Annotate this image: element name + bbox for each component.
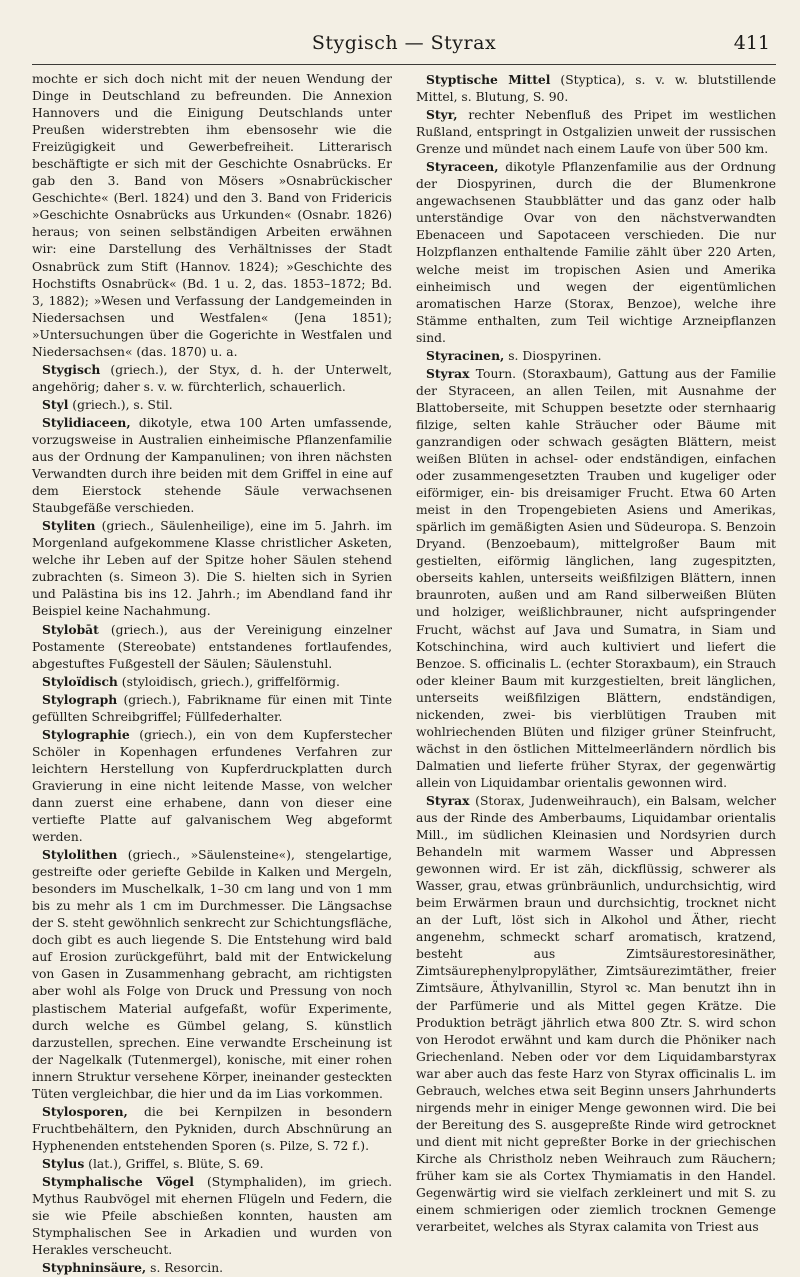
dictionary-entry <box>32 1103 392 1155</box>
dictionary-entry <box>416 158 776 347</box>
page-number: 411 <box>733 32 770 54</box>
dictionary-entry <box>416 792 776 1236</box>
dictionary-entry <box>416 365 776 792</box>
entry-text: (griech.), s. Stil. <box>68 397 173 412</box>
entry-headword: Styrax <box>426 792 470 808</box>
dictionary-entry <box>32 1259 392 1277</box>
page-header <box>32 30 776 65</box>
entry-headword: Stylosporen, <box>42 1103 128 1119</box>
dictionary-entry <box>416 347 776 365</box>
entry-headword: Styliten <box>42 518 96 534</box>
dictionary-entry <box>32 517 392 620</box>
entry-headword: Stymphalische Vögel <box>42 1174 194 1189</box>
right-column <box>416 71 776 1277</box>
entry-text: s. Diospyrinen. <box>504 348 602 363</box>
entry-headword: Stylographie <box>42 726 130 742</box>
dictionary-entry <box>32 414 392 517</box>
left-column <box>32 71 392 1277</box>
entry-headword: Styphninsäure, <box>42 1260 147 1276</box>
entry-text: (griech., Säulenheilige), eine im 5. Jahrh. im Morgenland aufgekommene Klasse christlicher Asketen, welche ihr Leben auf der Spitze hoher Säulen stehend zubrachten (s. Simeon 3). Die S. hielten sich in Syrien und Palästina bis ins 12. Jahrh.; im Abendland fand ihr Beispiel keine Nachahmung. <box>32 519 392 619</box>
dictionary-entry <box>32 361 392 396</box>
entry-text: mochte er sich doch nicht mit der neuen Wendung der Dinge in Deutschland zu befreunden. Die Annexion Hannovers und die Einigung Deutschlands unter Preußen widerstrebten ihm ebensosehr wie die Freizügigkeit und Gewerbefreiheit. Litterarisch beschäftigte er sich mit der Geschichte Osnabrücks. Er gab den 3. Band von Mösers »Osnabrückischer Geschichte« (Berl. 1824) und den 3. Band von Fridericis »Geschichte Osnabrücks aus Urkunden« (Osnabr. 1826) heraus; von seinen selbständigen Arbeiten erwähnen wir: eine Darstellung des Verhältnisses der Stadt Osnabrück zum Stift (Hannov. 1824); »Geschichte des Hochstifts Osnabrück« (Bd. 1 u. 2, das. 1853–1872; Bd. 3, 1882); »Wesen und Verfassung der Landgemeinden in Niedersachsen und Westfalen« (Jena 1851); »Untersuchungen über die Gogerichte in Westfalen und Niedersachsen« (das. 1870) u. a. <box>32 72 392 359</box>
entry-headword: Styraceen, <box>426 159 499 175</box>
dictionary-entry <box>32 1155 392 1173</box>
entry-text: (Styptica), s. v. w. blutstillende Mittel, s. Blutung, S. 90. <box>416 73 777 105</box>
entry-headword: Stygisch <box>42 361 101 377</box>
entry-headword: Styr, <box>426 107 458 123</box>
entry-text: (lat.), Griffel, s. Blüte, S. 69. <box>84 1156 264 1171</box>
entry-text: s. Resorcin. <box>146 1261 224 1276</box>
entry-text: (griech.), Fabrikname für einen mit Tinte gefüllten Schreibgriffel; Füllfederhalter. <box>32 692 392 724</box>
dictionary-entry <box>32 726 392 846</box>
entry-headword: Stylolithen <box>42 847 118 863</box>
dictionary-entry <box>32 396 392 414</box>
entry-text: (Storax, Judenweihrauch), ein Balsam, welcher aus der Rinde des Amberbaums, Liquidambar orientalis Mill., im südlichen Kleinasien und Nordsyrien durch Behandeln mit warmem Wasser und Abpressen gewonnen wird. Er ist zäh, dickflüssig, schwerer als Wasser, grau, etwas grünbräunlich, undurchsichtig, wird beim Erwärmen braun und durchsichtig, trocknet nicht an der Luft, löst sich in Alkohol und Äther, riecht angenehm, schmeckt scharf aromatisch, kratzend, besteht aus Zimtsäurestoresinäther, Zimtsäurephenylpropyläther, Zimtsäurezimtäther, freier Zimtsäure, Äthylvanillin, Styrol ꝛc. Man benutzt ihn in der Parfümerie und als Mittel gegen Krätze. Die Produktion beträgt jährlich etwa 800 Ztr. S. wird schon von Herodot erwähnt und kam durch die Phöniker nach Griechenland. Neben oder vor dem Liquidambarstyrax war aber auch das feste Harz von Styrax officinalis L. im Gebrauch, welches etwa seit Beginn unsers Jahrhunderts nirgends mehr in einiger Menge gewonnen wird. Die bei der Bereitung des S. ausgepreßte Rinde wird getrocknet und dient mit nicht gepreßter Borke in der griechischen Kirche als Christholz neben Weihrauch zum Räuchern; früher kam sie als Cortex Thymiamatis in den Handel. Gegenwärtig wird sie vielfach zerkleinert und mit S. zu einem schmierigen oder ziemlich trocknen Gemenge verarbeitet, welches als Styrax calamita von Triest aus <box>416 793 776 1235</box>
entry-headword: Styracinen, <box>426 347 505 363</box>
dictionary-entry <box>32 691 392 726</box>
entry-text: dikotyle, etwa 100 Arten umfassende, vorzugsweise in Australien einheimische Pflanzenfamilie aus der Ordnung der Kampanulinen; von ihren nächsten Verwandten durch ihre beiden mit dem Griffel in eine auf dem Eierstock stehende Säule verwachsenen Staubgefäße verschieden. <box>32 415 392 516</box>
entry-text: (griech.), der Styx, d. h. der Unterwelt, angehörig; daher s. v. w. fürchterlich, schauerlich. <box>32 362 392 394</box>
dictionary-entry <box>32 71 392 361</box>
running-title: Stygisch — Styrax <box>311 32 497 54</box>
entry-text: (styloidisch, griech.), griffelförmig. <box>117 674 340 689</box>
dictionary-entry <box>416 71 776 106</box>
dictionary-entry <box>32 846 392 1103</box>
entry-headword: Stylus <box>42 1155 85 1171</box>
entry-text: dikotyle Pflanzenfamilie aus der Ordnung der Diospyrinen, durch die der Blumenkrone angewachsenen Staubblätter und das ganz oder halb unterständige Ovar von den nächstverwandten Ebenaceen und Sapotaceen verschieden. Die nur Holzpflanzen enthaltende Familie zählt über 220 Arten, welche meist im tropischen Asien und Amerika einheimisch und wegen der eigentümlichen aromatischen Harze (Storax, Benzoe), welche ihre Stämme enthalten, zum Teil wichtige Arzneipflanzen sind. <box>416 160 776 345</box>
entry-text: (griech.), ein von dem Kupferstecher Schöler in Kopenhagen erfundenes Verfahren zur leichtern Herstellung von Kupferdruckplatten durch Gravierung in eine nicht leitende Masse, von welcher dann zuerst eine erhabene, dann von dieser eine vertiefte Platte auf galvanischem Weg abgeformt werden. <box>32 727 392 845</box>
dictionary-entry <box>32 621 392 673</box>
entry-headword: Stylobāt <box>42 621 99 637</box>
entry-text: (griech., »Säulensteine«), stengelartige, gestreifte oder geriefte Gebilde in Kalken und Mergeln, besonders im Muschelkalk, 1–30 cm lang und von 1 mm bis zu mehr als 1 cm im Durchmesser. Die Längsachse der S. steht gewöhnlich senkrecht zur Schichtungsfläche, doch gibt es auch liegende S. Die Entstehung wird bald auf Erosion zurückgeführt, bald mit der Entwickelung von Gasen in Zusammenhang gebracht, am richtigsten aber wohl als Folge von Druck und Pressung von noch plastischem Material aufgefaßt, wofür Experimente, durch welche es Gümbel gelang, S. künstlich darzustellen, sprechen. Eine verwandte Erscheinung ist der Nagelkalk (Tutenmergel), konische, mit einer rohen innern Struktur versehene Körper, ineinander gesteckten Tüten vergleichbar, die hier und da im Lias vorkommen. <box>32 848 392 1101</box>
entry-text: die bei Kernpilzen in besondern Fruchtbehältern, den Pykniden, durch Abschnürung an Hyphenenden entstehenden Sporen (s. Pilze, S. 72 f.). <box>32 1104 392 1153</box>
text-columns <box>32 71 776 1277</box>
dictionary-entry <box>416 106 776 158</box>
entry-text: (griech.), aus der Vereinigung einzelner Postamente (Stereobate) entstandenes fortlaufendes, abgestuftes Fußgestell der Säulen; Säulenstuhl. <box>32 622 392 671</box>
entry-text: (Stymphaliden), im griech. Mythus Raubvögel mit ehernen Flügeln und Federn, die sie wie Pfeile abschießen konnten, hausten am Stymphalischen See in Arkadien und wurden von Herakles verscheucht. <box>32 1175 393 1258</box>
dictionary-entry <box>32 1173 392 1259</box>
entry-headword: Styloïdisch <box>42 673 118 689</box>
dictionary-entry <box>32 673 392 691</box>
entry-headword: Styrax <box>426 365 470 381</box>
entry-headword: Styl <box>42 396 69 412</box>
entry-headword: Styptische Mittel <box>426 72 551 87</box>
entry-text: rechter Nebenfluß des Pripet im westlichen Rußland, entspringt in Ostgalizien unweit der russischen Grenze und mündet nach einem Laufe von über 500 km. <box>416 108 776 157</box>
entry-text: Tourn. (Storaxbaum), Gattung aus der Familie der Styraceen, an allen Teilen, mit Ausnahme der Blattoberseite, mit Schuppen besetzte oder sternhaarig filzige, selten kahle Sträucher oder Bäume mit ganzrandigen oder schwach gesägten Blättern, meist weißen Blüten in achsel- oder endständigen, einfachen oder zusammengesetzten Trauben und kugeliger oder eiförmiger, ein- bis dreisamiger Frucht. Etwa 60 Arten meist in den Tropengebieten Asiens und Amerikas, spärlich im gemäßigten Asien und Südeuropa. S. Benzoin Dryand. (Benzoebaum), mittelgroßer Baum mit gestielten, eiförmig länglichen, lang zugespitzten, oberseits kahlen, unterseits weißfilzigen Blättern, innen braunroten, außen und am Rand silberweißen Blüten und holziger, weißlichbrauner, nicht aufspringender Frucht, wächst auf Java und Sumatra, in Siam und Kotschinchina, wird auch kultiviert und liefert die Benzoe. S. officinalis L. (echter Storaxbaum), ein Strauch oder kleiner Baum mit kurzgestielten, breit länglichen, unterseits weißfilzigen Blättern, endständigen, nickenden, zwei- bis vierblütigen Trauben mit wohlriechenden Blüten und filziger grüner Steinfrucht, wächst in den östlichen Mittelmeerländern nördlich bis Dalmatien und lieferte früher Styrax, der gegenwärtig allein von Liquidambar orientalis gewonnen wird. <box>416 366 776 790</box>
entry-headword: Stylidiaceen, <box>42 414 131 430</box>
entry-headword: Stylograph <box>42 691 118 707</box>
